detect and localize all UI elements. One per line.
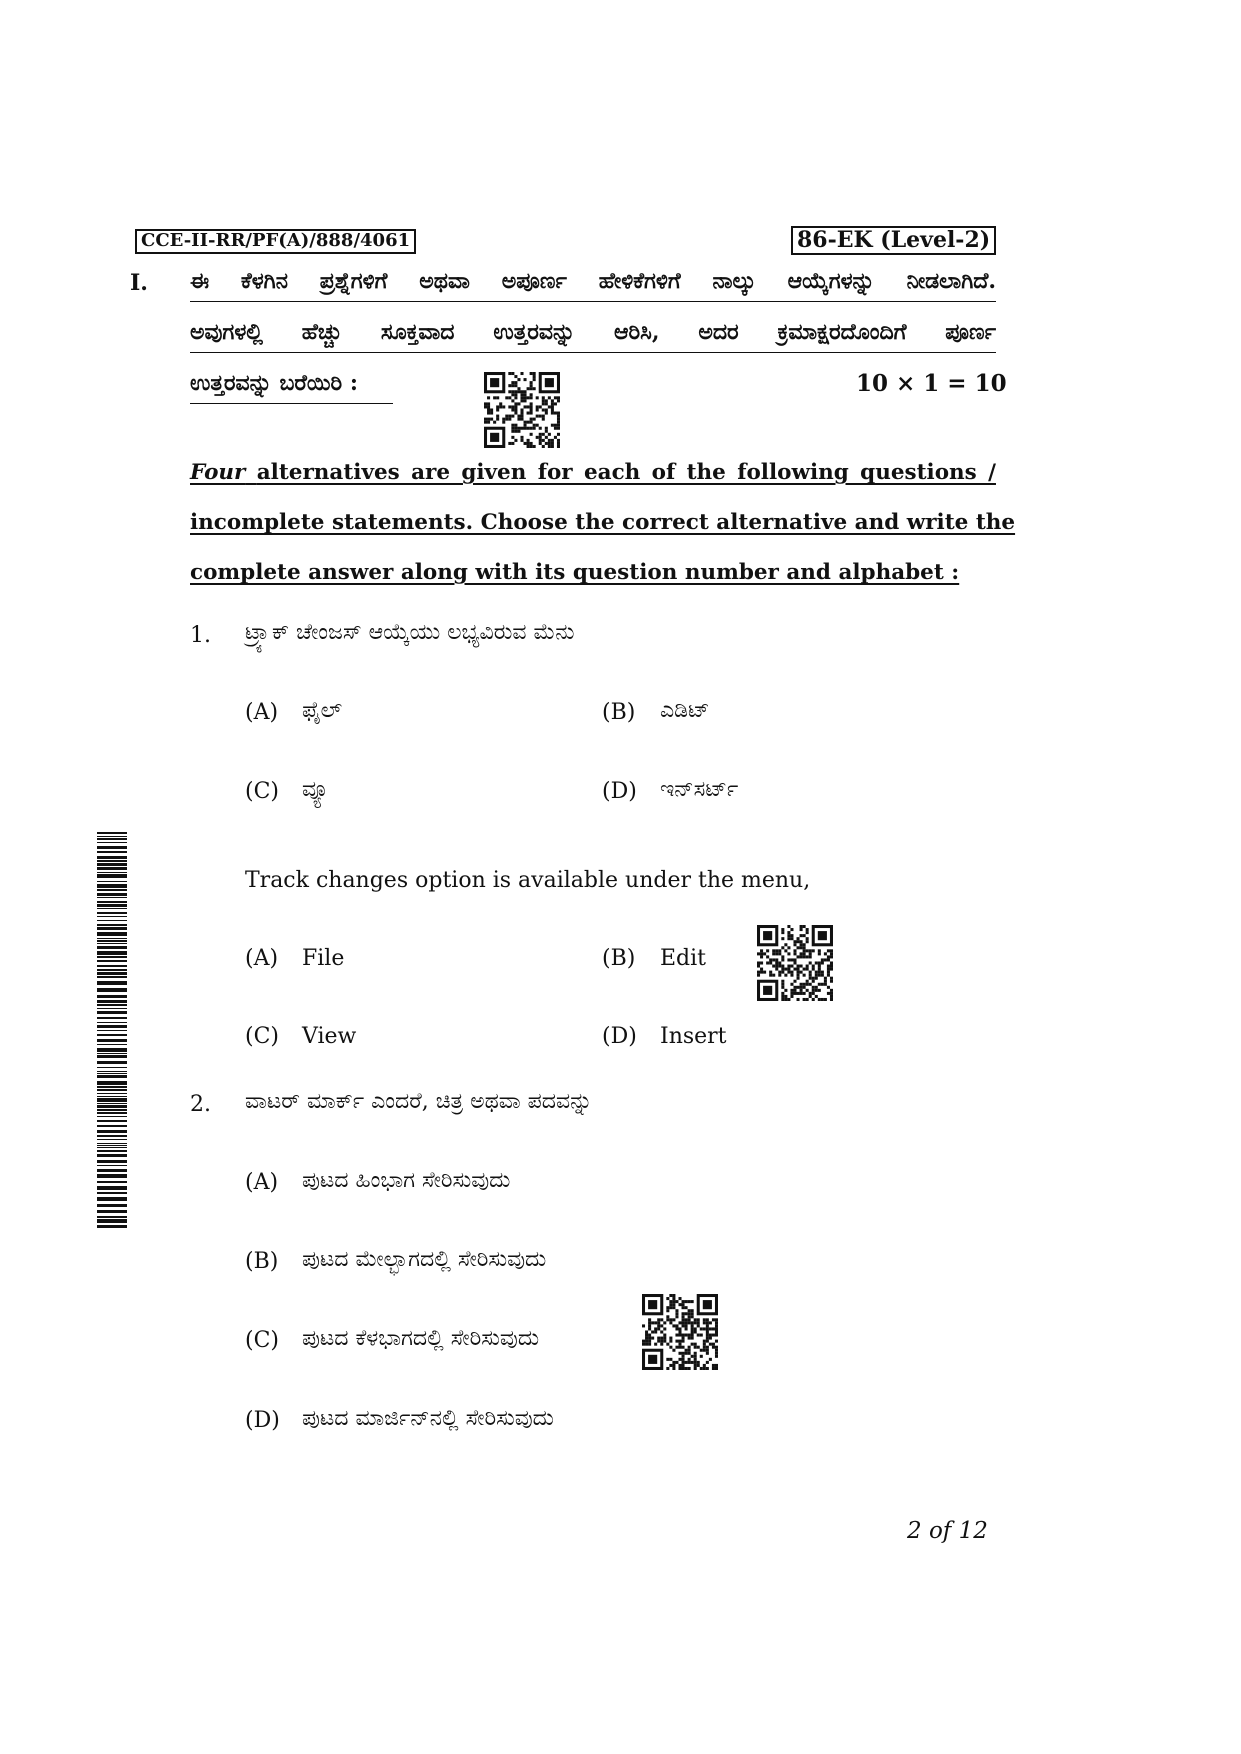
option-label: (B) <box>602 700 636 725</box>
question-text-kannada: ವಾಟರ್ ಮಾರ್ಕ್ ಎಂದರೆ, ಚಿತ್ರ ಅಥವಾ ಪದವನ್ನು <box>245 1089 593 1114</box>
paper-code: CCE-II-RR/PF(A)/888/4061 <box>135 229 416 254</box>
option-text: File <box>302 946 345 971</box>
qr-code-icon <box>484 372 560 448</box>
english-instruction-line-3: complete answer along with its question number and alphabet : <box>190 560 960 585</box>
option-label: (B) <box>245 1249 279 1274</box>
option-text: ವ್ಯೂ <box>302 777 329 802</box>
option-text: ಪುಟದ ಮೇಲ್ಭಾಗದಲ್ಲಿ ಸೇರಿಸುವುದು <box>302 1247 547 1272</box>
qr-code-icon <box>642 1294 718 1370</box>
option-label: (C) <box>245 1328 279 1353</box>
option-label: (D) <box>602 779 637 804</box>
option-label: (C) <box>245 1024 279 1049</box>
option-label: (D) <box>602 1024 637 1049</box>
kannada-instruction-line-1: ಈ ಕೆಳಗಿನ ಪ್ರಶ್ನೆಗಳಿಗೆ ಅಥವಾ ಅಪೂರ್ಣ ಹೇಳಿಕೆಗಳಿಗೆ ನಾಲ್ಕು ಆಯ್ಕೆಗಳನ್ನು ನೀಡಲಾಗಿದೆ. <box>190 268 996 302</box>
english-instruction-line-2: incomplete statements. Choose the correct alternative and write the <box>190 510 1016 535</box>
option-text: ಫೈಲ್ <box>302 698 343 723</box>
option-label: (B) <box>602 946 636 971</box>
option-text: ಎಡಿಟ್ <box>660 698 710 723</box>
section-number: I. <box>130 270 148 296</box>
english-instruction-emphasis: Four <box>190 460 246 485</box>
option-label: (A) <box>245 700 279 725</box>
option-label: (C) <box>245 779 279 804</box>
barcode-icon <box>97 832 127 1228</box>
question-number: 2. <box>190 1092 211 1117</box>
question-text-kannada: ಟ್ರ್ಯಾಕ್ ಚೇಂಜಸ್ ಆಯ್ಕೆಯು ಲಭ್ಯವಿರುವ ಮೆನು <box>245 620 575 645</box>
option-text: ಪುಟದ ಕೆಳಭಾಗದಲ್ಲಿ ಸೇರಿಸುವುದು <box>302 1326 540 1351</box>
question-number: 1. <box>190 623 211 648</box>
option-text: View <box>302 1024 357 1049</box>
option-label: (A) <box>245 946 279 971</box>
option-text: Edit <box>660 946 707 971</box>
marks-allocation: 10 × 1 = 10 <box>856 370 1007 397</box>
subject-code: 86-EK (Level-2) <box>791 226 996 255</box>
option-text: ಪುಟದ ಹಿಂಭಾಗ ಸೇರಿಸುವುದು <box>302 1168 511 1193</box>
qr-code-icon <box>757 925 833 1001</box>
page-number: 2 of 12 <box>907 1518 988 1544</box>
kannada-instruction-line-2: ಅವುಗಳಲ್ಲಿ ಹೆಚ್ಚು ಸೂಕ್ತವಾದ ಉತ್ತರವನ್ನು ಆರಿಸಿ, ಅದರ ಕ್ರಮಾಕ್ಷರದೊಂದಿಗೆ ಪೂರ್ಣ <box>190 319 996 353</box>
english-instruction-line-1-text: alternatives are given for each of the following questions / <box>256 460 996 485</box>
option-label: (D) <box>245 1408 280 1433</box>
option-text: ಇನ್‌ಸರ್ಟ್ <box>660 777 739 802</box>
option-label: (A) <box>245 1170 279 1195</box>
question-text-english: Track changes option is available under the menu, <box>245 868 811 893</box>
option-text: Insert <box>660 1024 727 1049</box>
english-instruction-line-1 <box>190 460 996 485</box>
option-text: ಪುಟದ ಮಾರ್ಜಿನ್‌ನಲ್ಲಿ ಸೇರಿಸುವುದು <box>302 1406 554 1431</box>
kannada-instruction-line-3: ಉತ್ತರವನ್ನು ಬರೆಯಿರಿ : <box>190 370 393 404</box>
